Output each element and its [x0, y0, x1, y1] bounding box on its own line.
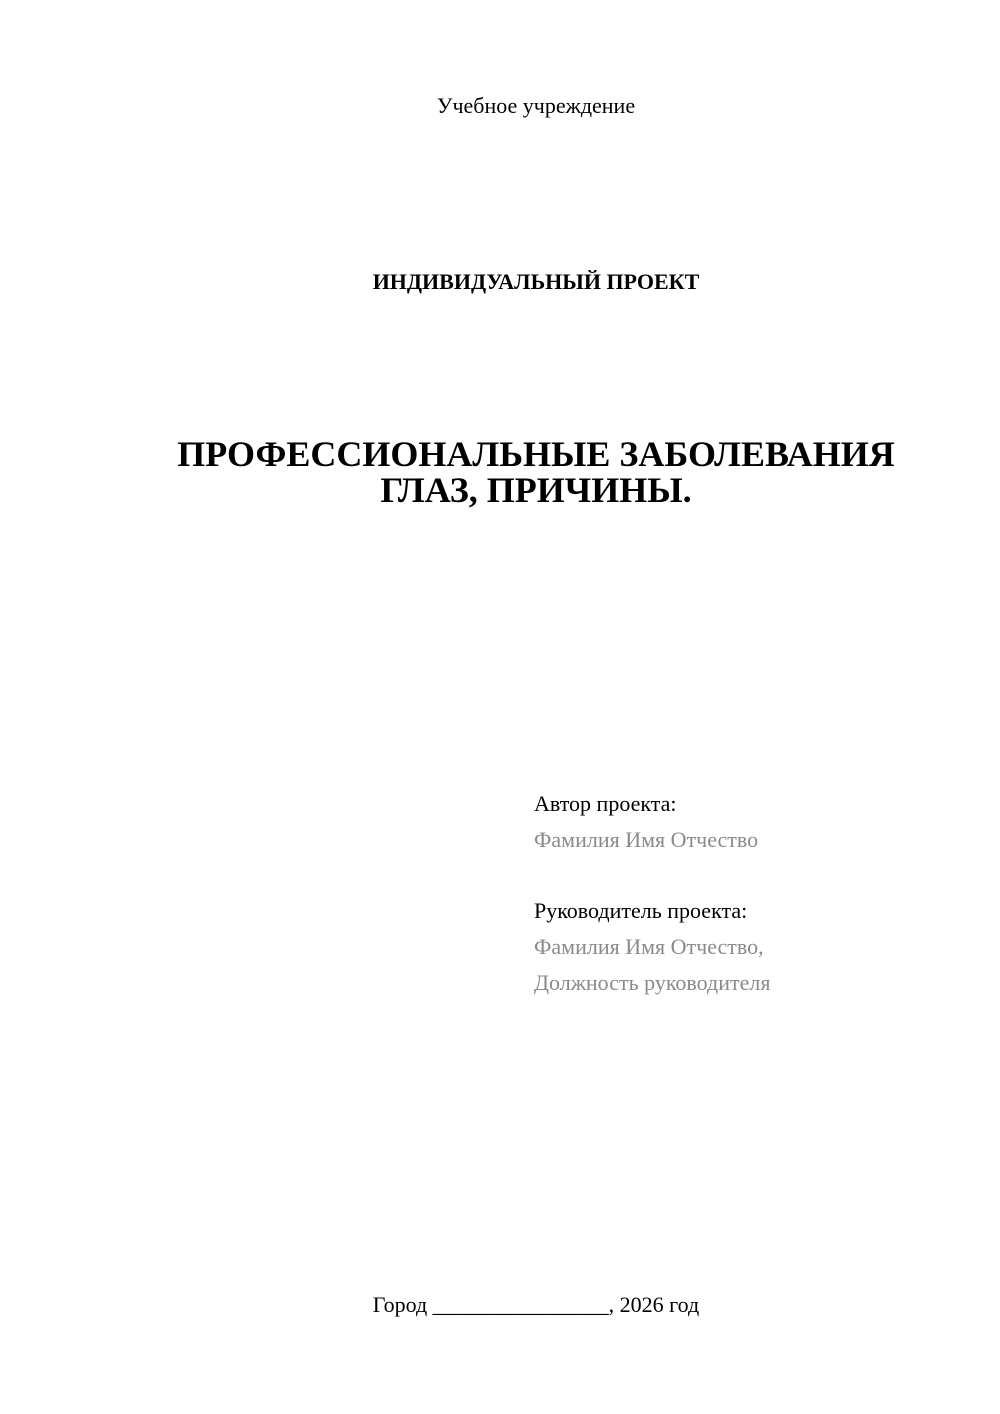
author-label: Автор проекта:: [534, 791, 677, 816]
author-name: Фамилия Имя Отчество: [534, 827, 759, 852]
supervisor-name: Фамилия Имя Отчество,: [534, 934, 764, 959]
topic-line-2: ГЛАЗ, ПРИЧИНЫ.: [380, 470, 692, 510]
author-block: [534, 786, 974, 858]
document-type-heading: ИНДИВИДУАЛЬНЫЙ ПРОЕКТ: [372, 269, 700, 294]
project-topic-title: [0, 436, 1000, 508]
supervisor-label: Руководитель проекта:: [534, 898, 748, 923]
supervisor-block: [534, 893, 974, 1001]
topic-line-1: ПРОФЕССИОНАЛЬНЫЕ ЗАБОЛЕВАНИЯ: [177, 434, 895, 474]
supervisor-position: Должность руководителя: [534, 970, 771, 995]
institution-name: Учебное учреждение: [436, 93, 636, 118]
city-year-line: Город ________________, 2026 год: [372, 1292, 700, 1317]
